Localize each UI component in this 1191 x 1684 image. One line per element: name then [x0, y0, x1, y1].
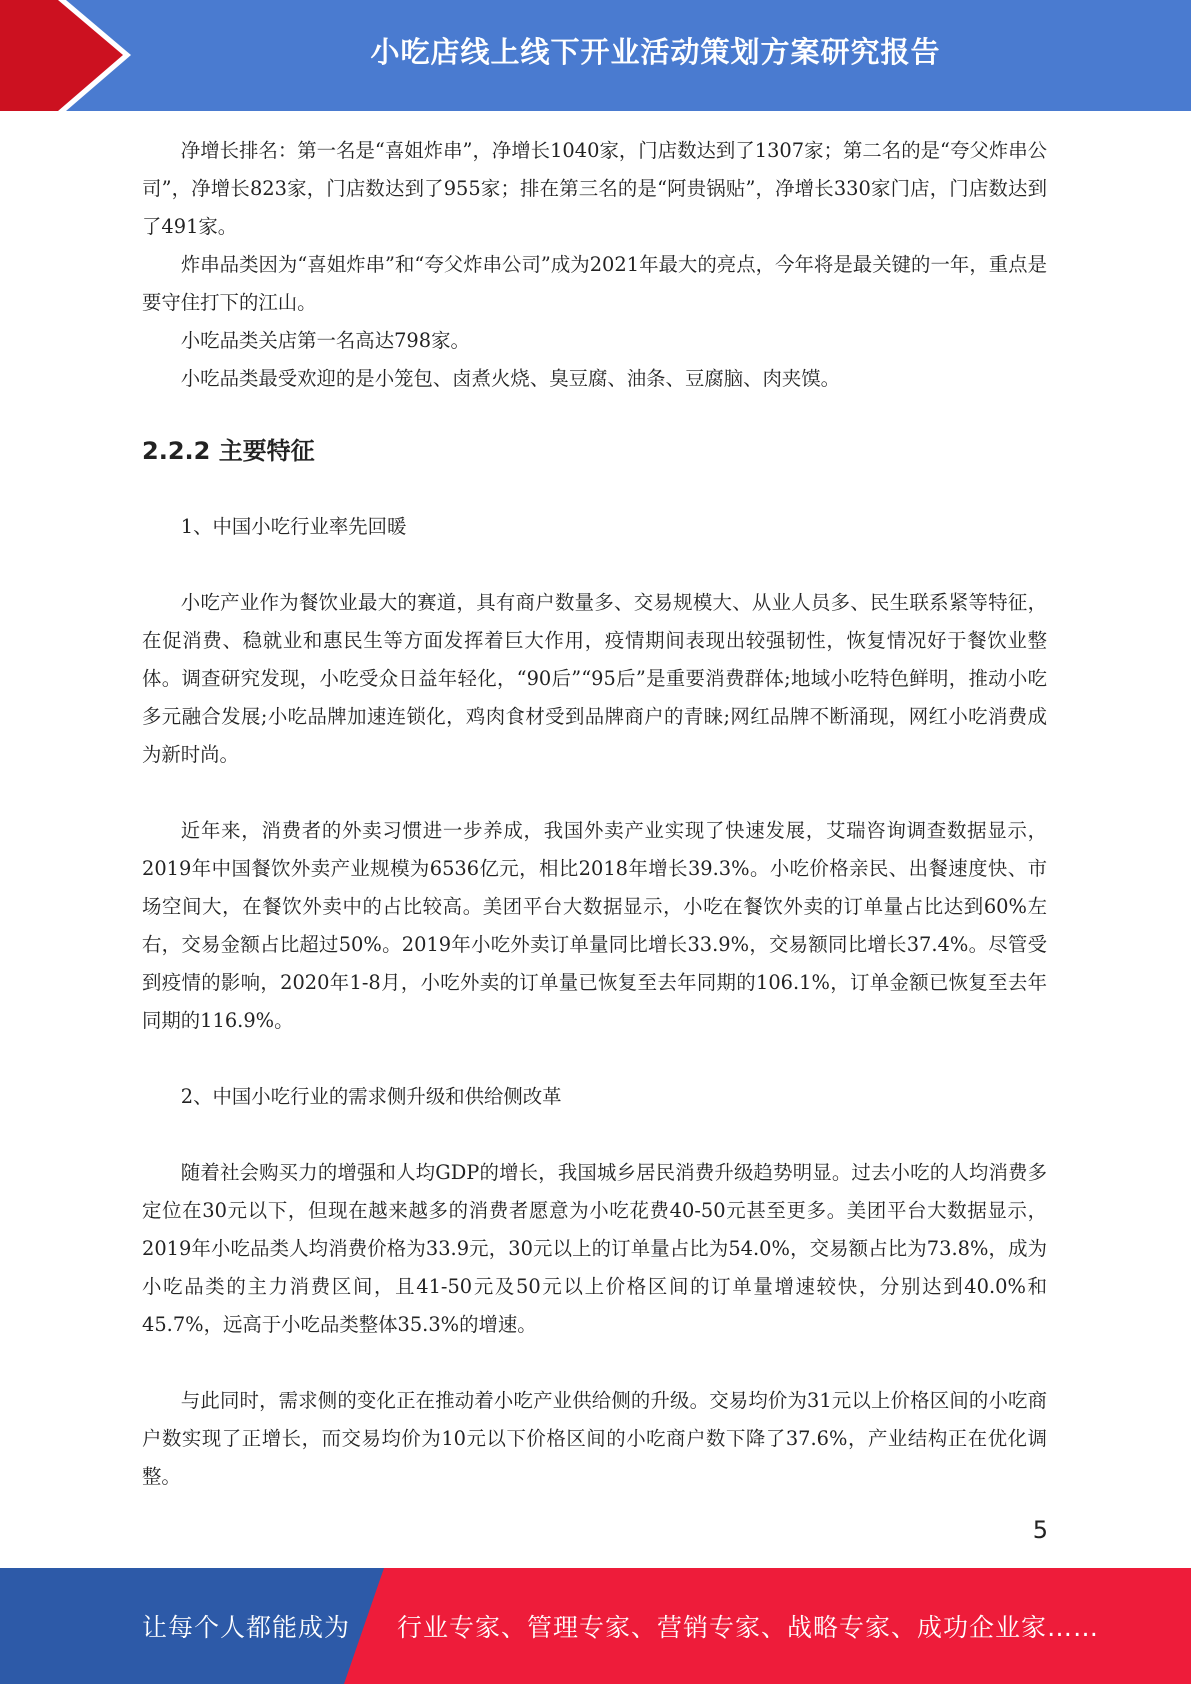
subheading-demand-supply: 2、中国小吃行业的需求侧升级和供给侧改革	[180, 1085, 562, 1108]
section-heading: 2.2.2 主要特征	[142, 437, 315, 465]
paragraph-skewer-category: 炸串品类因为“喜姐炸串”和“夸父炸串公司”成为2021年最大的亮点，今年将是最关键的一年，重点是要守住打下的江山。	[142, 253, 1047, 314]
page-number: 5	[1032, 1516, 1048, 1544]
page-footer	[0, 1568, 1191, 1684]
header-arrow-icon	[0, 0, 160, 111]
paragraph-delivery-growth: 近年来，消费者的外卖习惯进一步养成，我国外卖产业实现了快速发展，艾瑞咨询调查数据显示，2019年中国餐饮外卖产业规模为6536亿元，相比2018年增长39.3%。小吃价格亲民、出餐速度快、市场空间大，在餐饮外卖中的占比较高。美团平台大数据显示，小吃在餐饮外卖的订单量占比达到60%左右，交易金额占比超过50%。2019年小吃外卖订单量同比增长33.9%，交易额同比增长37.4%。尽管受到疫情的影响，2020年1-8月，小吃外卖的订单量已恢复至去年同期的106.1%，订单金额已恢复至去年同期的116.9%。	[142, 819, 1047, 1032]
paragraph-industry-features: 小吃产业作为餐饮业最大的赛道，具有商户数量多、交易规模大、从业人员多、民生联系紧等特征，在促消费、稳就业和惠民生等方面发挥着巨大作用，疫情期间表现出较强韧性，恢复情况好于餐饮业整体。调查研究发现，小吃受众日益年轻化，“90后”“95后”是重要消费群体;地域小吃特色鲜明，推动小吃多元融合发展;小吃品牌加速连锁化，鸡肉食材受到品牌商户的青睐;网红品牌不断涌现，网红小吃消费成为新时尚。	[142, 591, 1047, 766]
header-title: 小吃店线上线下开业活动策划方案研究报告	[370, 34, 941, 69]
footer-slogan-right: 行业专家、管理专家、营销专家、战略专家、成功企业家……	[397, 1613, 1100, 1642]
paragraph-net-growth-ranking: 净增长排名：第一名是“喜姐炸串”，净增长1040家，门店数达到了1307家；第二名的是“夸父炸串公司”，净增长823家，门店数达到了955家；排在第三名的是“阿贵锅贴”，净增长330家门店，门店数达到了491家。	[142, 139, 1047, 238]
subheading-recovery: 1、中国小吃行业率先回暖	[180, 515, 407, 538]
footer-slogan-left: 让每个人都能成为	[142, 1613, 351, 1642]
paragraph-popular-snacks: 小吃品类最受欢迎的是小笼包、卤煮火烧、臭豆腐、油条、豆腐脑、肉夹馍。	[180, 367, 841, 390]
page-header	[0, 0, 1191, 111]
paragraph-consumption-upgrade: 随着社会购买力的增强和人均GDP的增长，我国城乡居民消费升级趋势明显。过去小吃的人均消费多定位在30元以下，但现在越来越多的消费者愿意为小吃花费40-50元甚至更多。美团平台大数据显示，2019年小吃品类人均消费价格为33.9元，30元以上的订单量占比为54.0%，交易额占比为73.8%，成为小吃品类的主力消费区间，且41-50元及50元以上价格区间的订单量增速较快，分别达到40.0%和45.7%，远高于小吃品类整体35.3%的增速。	[142, 1161, 1047, 1336]
paragraph-store-closures: 小吃品类关店第一名高达798家。	[180, 329, 470, 352]
main-content	[142, 132, 1047, 1496]
paragraph-supply-side: 与此同时，需求侧的变化正在推动着小吃产业供给侧的升级。交易均价为31元以上价格区间的小吃商户数实现了正增长，而交易均价为10元以下价格区间的小吃商户数下降了37.6%，产业结构正在优化调整。	[142, 1389, 1047, 1488]
